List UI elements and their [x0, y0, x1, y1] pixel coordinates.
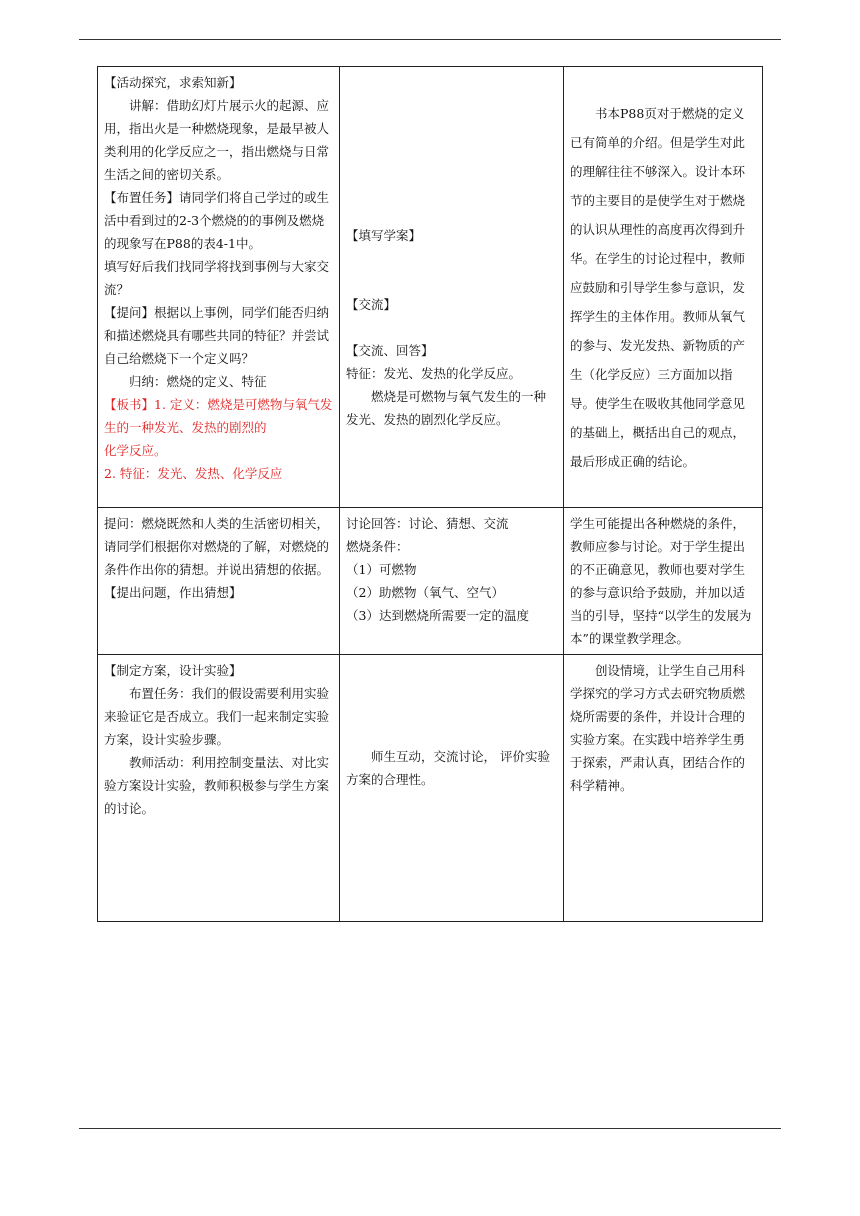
- student-activity-cell: [340, 508, 564, 655]
- feature-text: 特征：发光、发热的化学反应。: [346, 366, 522, 381]
- design-intent-cell: [564, 655, 763, 922]
- teacher-activity-text: 教师活动：利用控制变量法、对比实验方案设计实验，教师积极参与学生方案的讨论。: [104, 755, 330, 816]
- exchange-text: 填写好后我们找同学将找到事例与大家交流？: [104, 259, 330, 297]
- teacher-activity-cell: [98, 655, 340, 922]
- discussion-text: 讨论回答：讨论、猜想、交流: [346, 516, 509, 531]
- condition-item: （2）助燃物（氧气、空气）: [346, 585, 504, 600]
- student-activity-cell: [340, 655, 564, 922]
- teacher-activity-cell: [98, 508, 340, 655]
- section-heading: 【提出问题，作出猜想】: [104, 585, 242, 600]
- table-row: [98, 508, 763, 655]
- design-intent-cell: [564, 508, 763, 655]
- task-text: 布置任务：我们的假设需要利用实验来验证它是否成立。我们一起来制定实验方案，设计实验步骤。: [104, 686, 330, 747]
- question-text: 提问：燃烧既然和人类的生活密切相关，请同学们根据你对燃烧的了解，对燃烧的条件作出你的猜想。并说出猜想的依据。: [104, 516, 330, 577]
- board-definition-cont: 化学反应。: [104, 443, 167, 458]
- answer-label: 【交流、回答】: [346, 343, 434, 358]
- design-intent-text: 学生可能提出各种燃烧的条件，教师应参与讨论。对于学生提出的不正确意见，教师也要对学生的参与意识给予鼓励，并加以适当的引导，坚持“以学生的发展为本”的课堂教学理念。: [570, 516, 752, 646]
- board-feature: 2. 特征：发光、发热、化学反应: [104, 466, 283, 481]
- board-label: 【板书】: [104, 397, 155, 412]
- footer-rule: [79, 1128, 781, 1129]
- student-activity-cell: [340, 67, 564, 508]
- table-row: [98, 655, 763, 922]
- exchange-label: 【交流】: [346, 297, 397, 312]
- explanation-text: 讲解：借助幻灯片展示火的起源、应用，指出火是一种燃烧现象，是最早被人类利用的化学反应之一，指出燃烧与日常生活之间的密切关系。: [104, 98, 330, 182]
- board-definition: 【板书】1. 定义：燃烧是可燃物与氧气发生的一种发光、发热的剧烈的: [104, 397, 333, 435]
- interaction-text: 师生互动，交流讨论， 评价实验方案的合理性。: [346, 749, 550, 787]
- fill-worksheet-label: 【填写学案】: [346, 228, 422, 243]
- design-intent-text: 书本P88页对于燃烧的定义已有简单的介绍。但是学生对此的理解往往不够深入。设计本环节的主要目的是使学生对于燃烧的认识从理性的高度再次得到升华。在学生的讨论过程中，教师应鼓励和引导学生参与意识，发挥学生的主体作用。教师从氧气的参与、发光发热、新物质的产生（化学反应）三方面加以指导。使学生在吸收其他同学意见的基础上，概括出自己的观点，最后形成正确的结论。: [570, 106, 746, 469]
- definition-text: 燃烧是可燃物与氧气发生的一种发光、发热的剧烈化学反应。: [346, 389, 547, 427]
- condition-item: （1）可燃物: [346, 562, 417, 577]
- section-heading: 【制定方案，设计实验】: [104, 663, 242, 678]
- condition-item: （3）达到燃烧所需要一定的温度: [346, 608, 529, 623]
- design-intent-text: 创设情境，让学生自己用科学探究的学习方式去研究物质燃烧所需要的条件，并设计合理的实验方案。在实践中培养学生勇于探索，严肃认真，团结合作的科学精神。: [570, 663, 746, 793]
- table-row: [98, 67, 763, 508]
- teacher-activity-cell: [98, 67, 340, 508]
- lesson-plan-table: [97, 66, 763, 922]
- conditions-heading: 燃烧条件：: [346, 539, 409, 554]
- task-text: 【布置任务】请同学们将自己学过的或生活中看到过的2-3个燃烧的的事例及燃烧的现象写在P88的表4-1中。: [104, 190, 330, 251]
- question-text: 【提问】根据以上事例，同学们能否归纳和描述燃烧具有哪些共同的特征？并尝试自己给燃烧下一个定义吗？: [104, 305, 330, 366]
- header-rule: [79, 39, 781, 40]
- section-heading: 【活动探究，求索知新】: [104, 75, 242, 90]
- summary-text: 归纳：燃烧的定义、特征: [129, 374, 267, 389]
- design-intent-cell: [564, 67, 763, 508]
